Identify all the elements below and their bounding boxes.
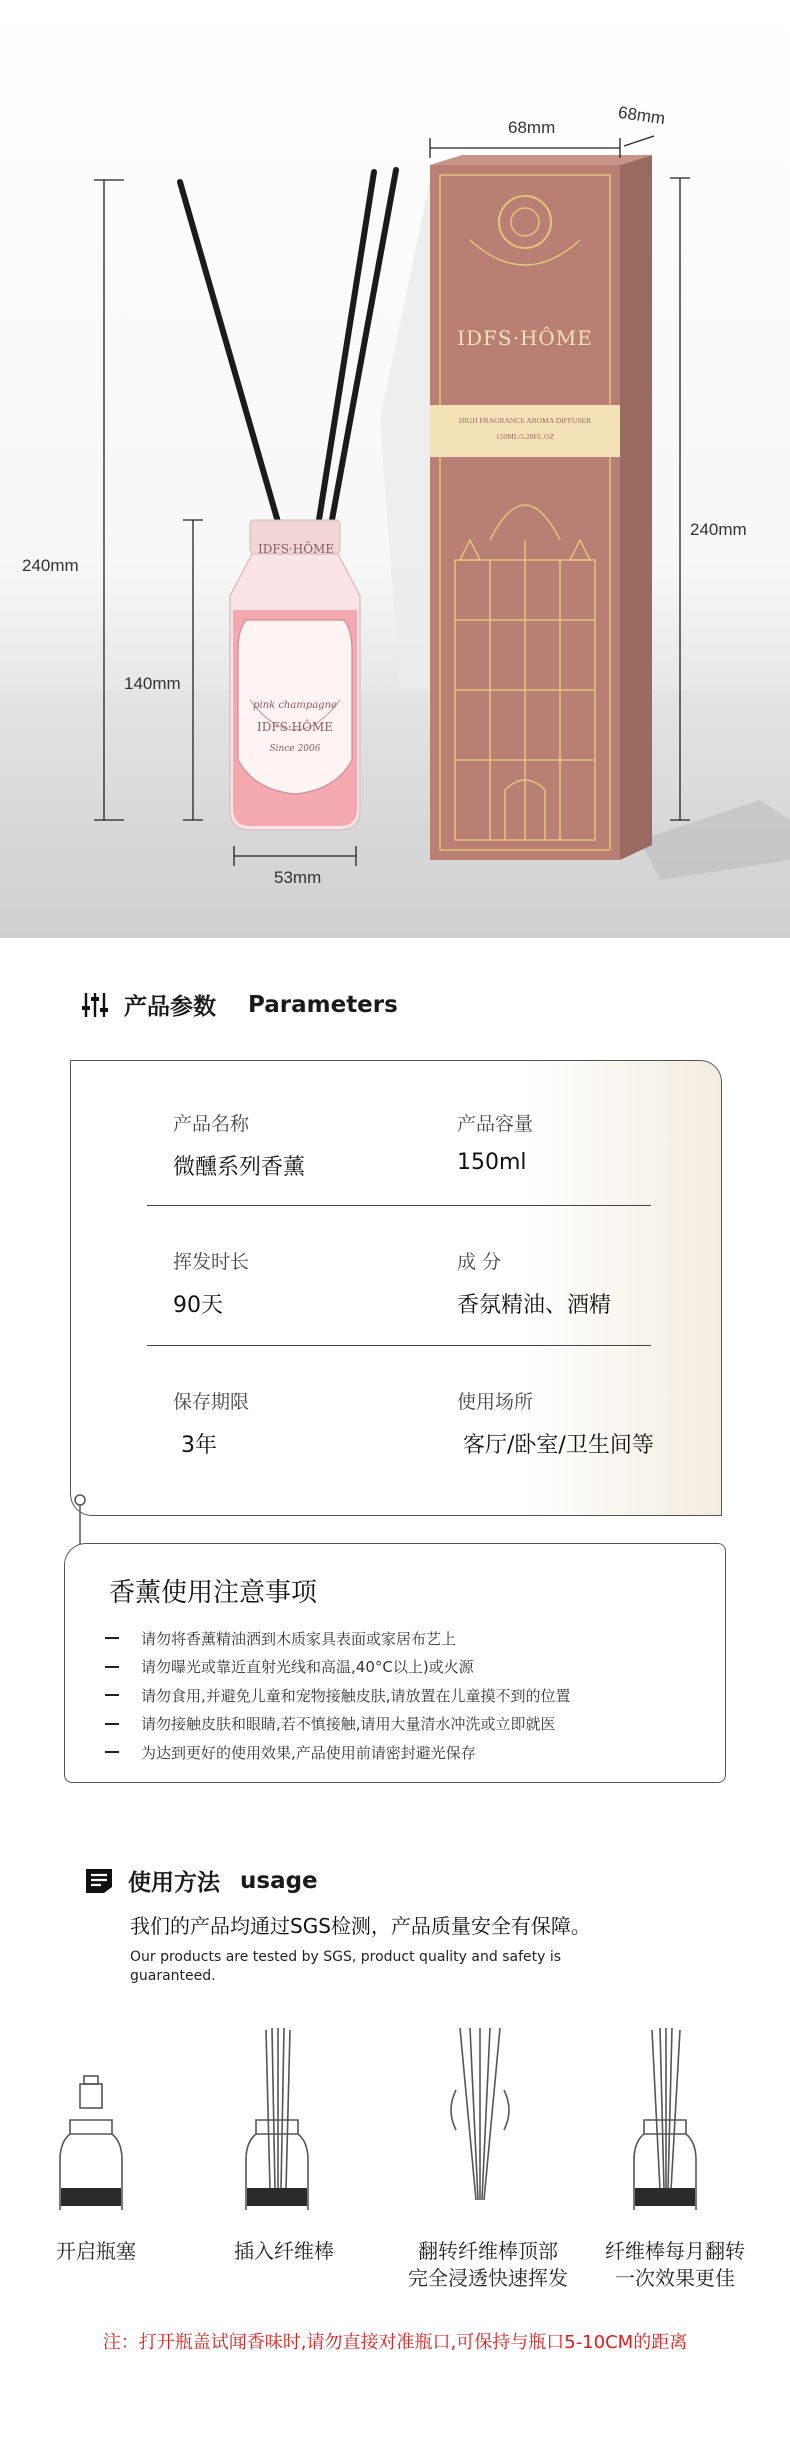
notice-item [105, 1738, 571, 1767]
param-shelf-life [173, 1387, 249, 1459]
notice-card [64, 1543, 726, 1783]
step-label-line: 翻转纤维棒顶部 [418, 2239, 558, 2263]
step-label-4 [580, 2238, 770, 2292]
parameters-title-cn: 产品参数 [124, 994, 216, 1020]
param-value: 微醺系列香薰 [173, 1155, 306, 1180]
gift-box [430, 155, 652, 860]
notice-title: 香薰使用注意事项 [109, 1578, 318, 1608]
bottle-height-dim [183, 520, 203, 820]
usage-steps-illustration [0, 2020, 790, 2210]
diffuser-height-dim [94, 180, 124, 820]
param-label: 保存期限 [173, 1391, 250, 1413]
parameters-header [80, 988, 398, 1021]
box-volume: 150ML/5.28FL.OZ [495, 432, 555, 441]
liquid-band [61, 2188, 121, 2206]
bottle-width-dim [234, 846, 356, 866]
step-label-line: 纤维棒每月翻转 [605, 2239, 745, 2263]
box-height-dim [670, 178, 690, 820]
param-label: 成 分 [457, 1251, 502, 1273]
step-label-line: 开启瓶塞 [56, 2239, 136, 2263]
param-label: 挥发时长 [173, 1251, 250, 1273]
bottle-label-brand: IDFS·HÔME [256, 720, 334, 734]
liquid-band [247, 2188, 307, 2206]
usage-title-en: usage [240, 1867, 318, 1894]
bottle-height-label: 140mm [124, 674, 181, 693]
parameters-card [70, 1060, 722, 1516]
step-label-line: 一次效果更佳 [615, 2266, 735, 2290]
param-value: 150ml [457, 1150, 527, 1175]
notice-text: 请勿将香薰精油洒到木质家具表面或家居布艺上 [141, 1629, 457, 1648]
box-depth-label: 68mm [616, 102, 667, 129]
box-height-label: 240mm [690, 520, 747, 539]
param-name [173, 1109, 305, 1181]
param-places [457, 1387, 654, 1459]
notice-item [105, 1681, 571, 1710]
bottle-script: pink champagne [253, 700, 337, 711]
notice-text: 请勿曝光或靠近直射光线和高温,40°C以上)或火源 [141, 1658, 474, 1677]
safety-note: 注：打开瓶盖试闻香味时,请勿直接对准瓶口,可保持与瓶口5-10CM的距离 [102, 2332, 688, 2353]
param-value: 香氛精油、酒精 [457, 1293, 612, 1318]
param-volume [457, 1109, 533, 1175]
dash-icon [105, 1751, 119, 1753]
param-value: 3年 [181, 1433, 217, 1458]
bottle-width-label: 53mm [274, 868, 322, 887]
dash-icon [105, 1666, 119, 1668]
product-illustration [0, 0, 790, 938]
dash-icon [105, 1694, 119, 1696]
notice-text: 为达到更好的使用效果,产品使用前请密封避光保存 [141, 1743, 476, 1762]
notice-text: 请勿食用,并避免儿童和宠物接触皮肤,请放置在儿童摸不到的位置 [141, 1686, 571, 1705]
usage-title-cn: 使用方法 [128, 1870, 220, 1896]
param-ingredients [457, 1247, 611, 1319]
product-hero [0, 0, 790, 938]
dash-icon [105, 1637, 119, 1639]
step-label-2 [214, 2238, 354, 2265]
box-width-label: 68mm [508, 118, 556, 137]
notice-item [105, 1624, 571, 1653]
notice-item [105, 1710, 571, 1739]
parameters-title-en: Parameters [248, 991, 398, 1018]
step-label-1 [36, 2238, 156, 2265]
param-value: 90天 [173, 1293, 223, 1318]
param-label: 产品容量 [457, 1113, 534, 1135]
usage-header [84, 1864, 318, 1897]
notice-item [105, 1653, 571, 1682]
liquid-band [635, 2188, 695, 2206]
bottle [230, 520, 360, 830]
param-duration [173, 1247, 249, 1319]
step-label-3 [388, 2238, 588, 2292]
step-flip-reeds [451, 2028, 509, 2200]
bottle-since: Since 2006 [269, 744, 321, 754]
param-value: 客厅/卧室/卫生间等 [463, 1433, 654, 1458]
diffuser-height-label: 240mm [22, 556, 79, 575]
bottle-neck-brand: IDFS·HÔME [258, 542, 335, 556]
param-label: 产品名称 [173, 1113, 250, 1135]
sgs-statement-cn: 我们的产品均通过SGS检测，产品质量安全有保障。 [130, 1914, 591, 1938]
step-label-line: 完全浸透快速挥发 [408, 2266, 568, 2290]
param-divider [147, 1205, 651, 1206]
box-subtitle: HIGH FRAGRANCE AROMA DIFFUSER [458, 416, 592, 425]
sliders-icon [80, 990, 110, 1020]
sgs-statement-en: Our products are tested by SGS, product quality and safety is guaranteed. [130, 1949, 562, 1984]
param-divider [147, 1345, 651, 1346]
box-brand: IDFS·HÔME [457, 326, 593, 350]
notice-text: 请勿接触皮肤和眼睛,若不慎接触,请用大量清水冲洗或立即就医 [141, 1715, 556, 1734]
dash-icon [105, 1723, 119, 1725]
param-label: 使用场所 [457, 1391, 534, 1413]
box-depth-dim [624, 136, 654, 146]
step-monthly-flip [634, 2028, 696, 2210]
notice-list [105, 1624, 571, 1767]
step-insert-reeds [246, 2028, 308, 2210]
document-icon [84, 1867, 114, 1895]
step-label-line: 插入纤维棒 [234, 2239, 334, 2263]
